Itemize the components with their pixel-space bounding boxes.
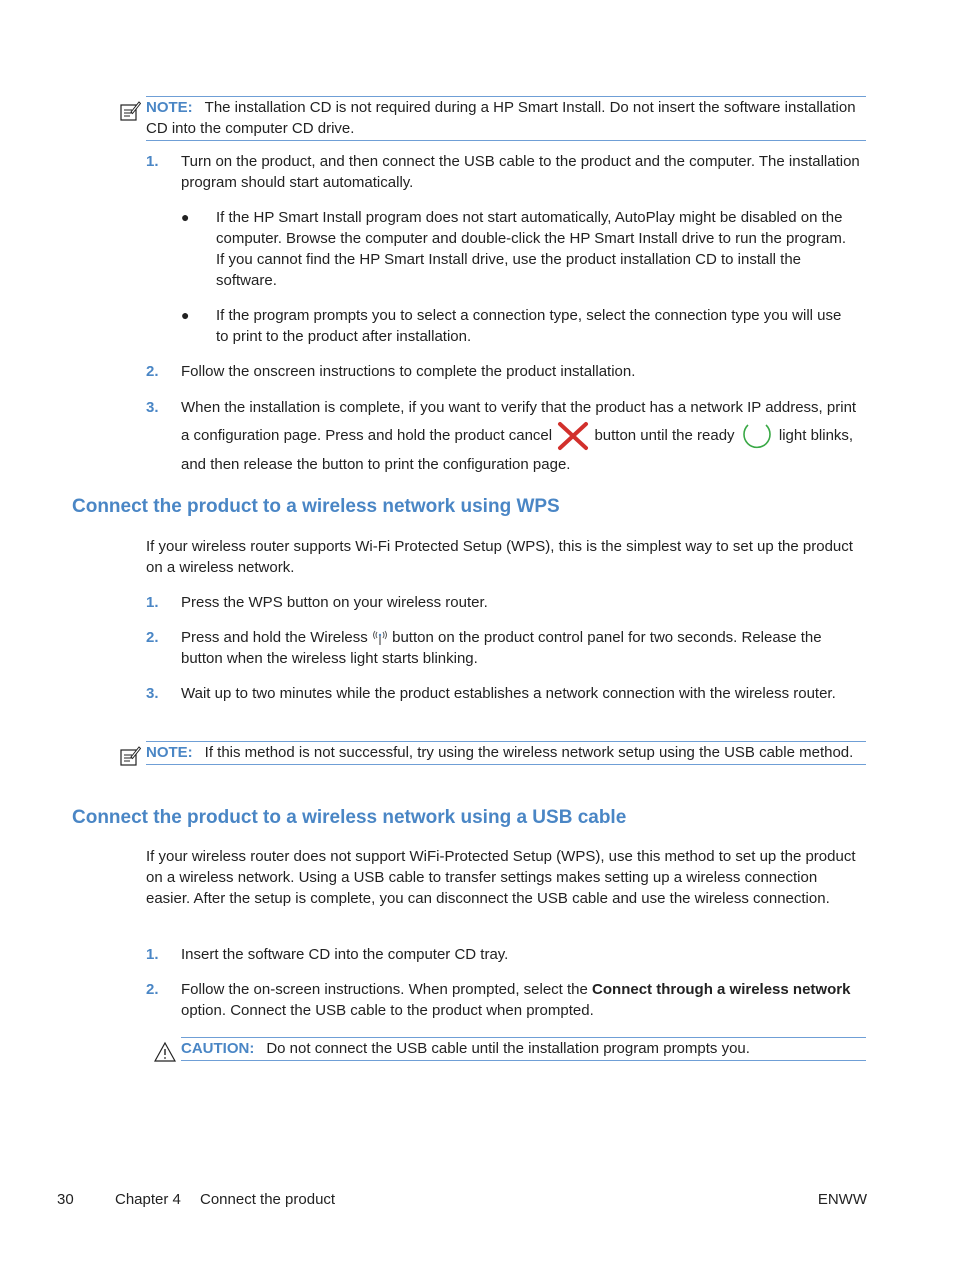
step-number: 2. [146, 981, 159, 998]
bullet-icon: ● [181, 209, 190, 225]
step-text: Turn on the product, and then connect the USB cable to the product and the computer. The installation program should start automatically. [181, 153, 860, 191]
note-box [146, 96, 866, 141]
note-label: NOTE: [146, 744, 193, 761]
step-number: 1. [146, 153, 159, 170]
step-number: 2. [146, 629, 159, 646]
paragraph: If your wireless router supports Wi-Fi Protected Setup (WPS), this is the simplest way to set up the product on a wireless network. [146, 538, 853, 576]
step-option-name: Connect through a wireless network [592, 981, 851, 998]
note-label: NOTE: [146, 99, 193, 116]
bullet-icon: ● [181, 307, 190, 323]
footer-right: ENWW [817, 1191, 867, 1208]
step-number: 3. [146, 685, 159, 702]
cancel-icon [556, 421, 590, 451]
footer-chapter-title: Connect the product [200, 1191, 336, 1208]
step-text: light blinks, and then release the button to print the configuration page. [181, 426, 854, 473]
step-text: Press and hold the Wireless [181, 629, 368, 646]
step-text: Wait up to two minutes while the product establishes a network connection with the wireless router. [181, 685, 836, 702]
step-text: option. Connect the USB cable to the product when prompted. [181, 1002, 594, 1019]
step-text: Follow the on-screen instructions. When prompted, select the [181, 981, 588, 998]
footer-chapter: Chapter 4 [115, 1191, 181, 1208]
caution-text: Do not connect the USB cable until the installation program prompts you. [266, 1040, 750, 1057]
ready-light-icon [739, 421, 775, 451]
step-text: Insert the software CD into the computer CD tray. [181, 946, 509, 963]
paragraph: If your wireless router does not support WiFi-Protected Setup (WPS), use this method to set up the product on a wireless network. Using a USB cable to transfer settings makes setting up a wireless connection easier. After the setup is complete, you can disconnect the USB cable and use the wireless connection. [146, 848, 856, 907]
warning-icon [154, 1041, 176, 1063]
section-heading-usb: Connect the product to a wireless network using a USB cable [72, 807, 627, 828]
note-icon [119, 745, 141, 767]
caution-box [181, 1037, 866, 1061]
section-heading-wps: Connect the product to a wireless network using WPS [72, 496, 560, 517]
step-text: button until the ready [594, 426, 735, 444]
step-number: 3. [146, 399, 159, 416]
step-text: button on the product control panel for two seconds. Release the button when the wireless light starts blinking. [181, 629, 822, 667]
page-number: 30 [57, 1191, 74, 1208]
step-number: 1. [146, 594, 159, 611]
caution-label: CAUTION: [181, 1040, 255, 1057]
step-text: When the installation is complete, if you want to verify that the product has a network IP address, print a configuration page. Press and hold the product cancel [181, 399, 857, 444]
note-icon [119, 100, 141, 122]
step-number: 2. [146, 363, 159, 380]
step-number: 1. [146, 946, 159, 963]
bullet-text: If the HP Smart Install program does not start automatically, AutoPlay might be disabled on the computer. Browse the computer and double-click the HP Smart Install drive to run the program. If you cannot find the HP Smart Install drive, use the product installation CD to install the software. [216, 209, 847, 289]
step-text: Press the WPS button on your wireless router. [181, 594, 488, 611]
wireless-icon [372, 630, 388, 646]
note-box [146, 741, 866, 765]
note-text: The installation CD is not required during a HP Smart Install. Do not insert the software installation CD into the computer CD drive. [146, 99, 856, 137]
note-text: If this method is not successful, try using the wireless network setup using the USB cable method. [204, 744, 854, 761]
step-text: Follow the onscreen instructions to complete the product installation. [181, 363, 636, 380]
bullet-text: If the program prompts you to select a connection type, select the connection type you will use to print to the product after installation. [216, 307, 842, 345]
